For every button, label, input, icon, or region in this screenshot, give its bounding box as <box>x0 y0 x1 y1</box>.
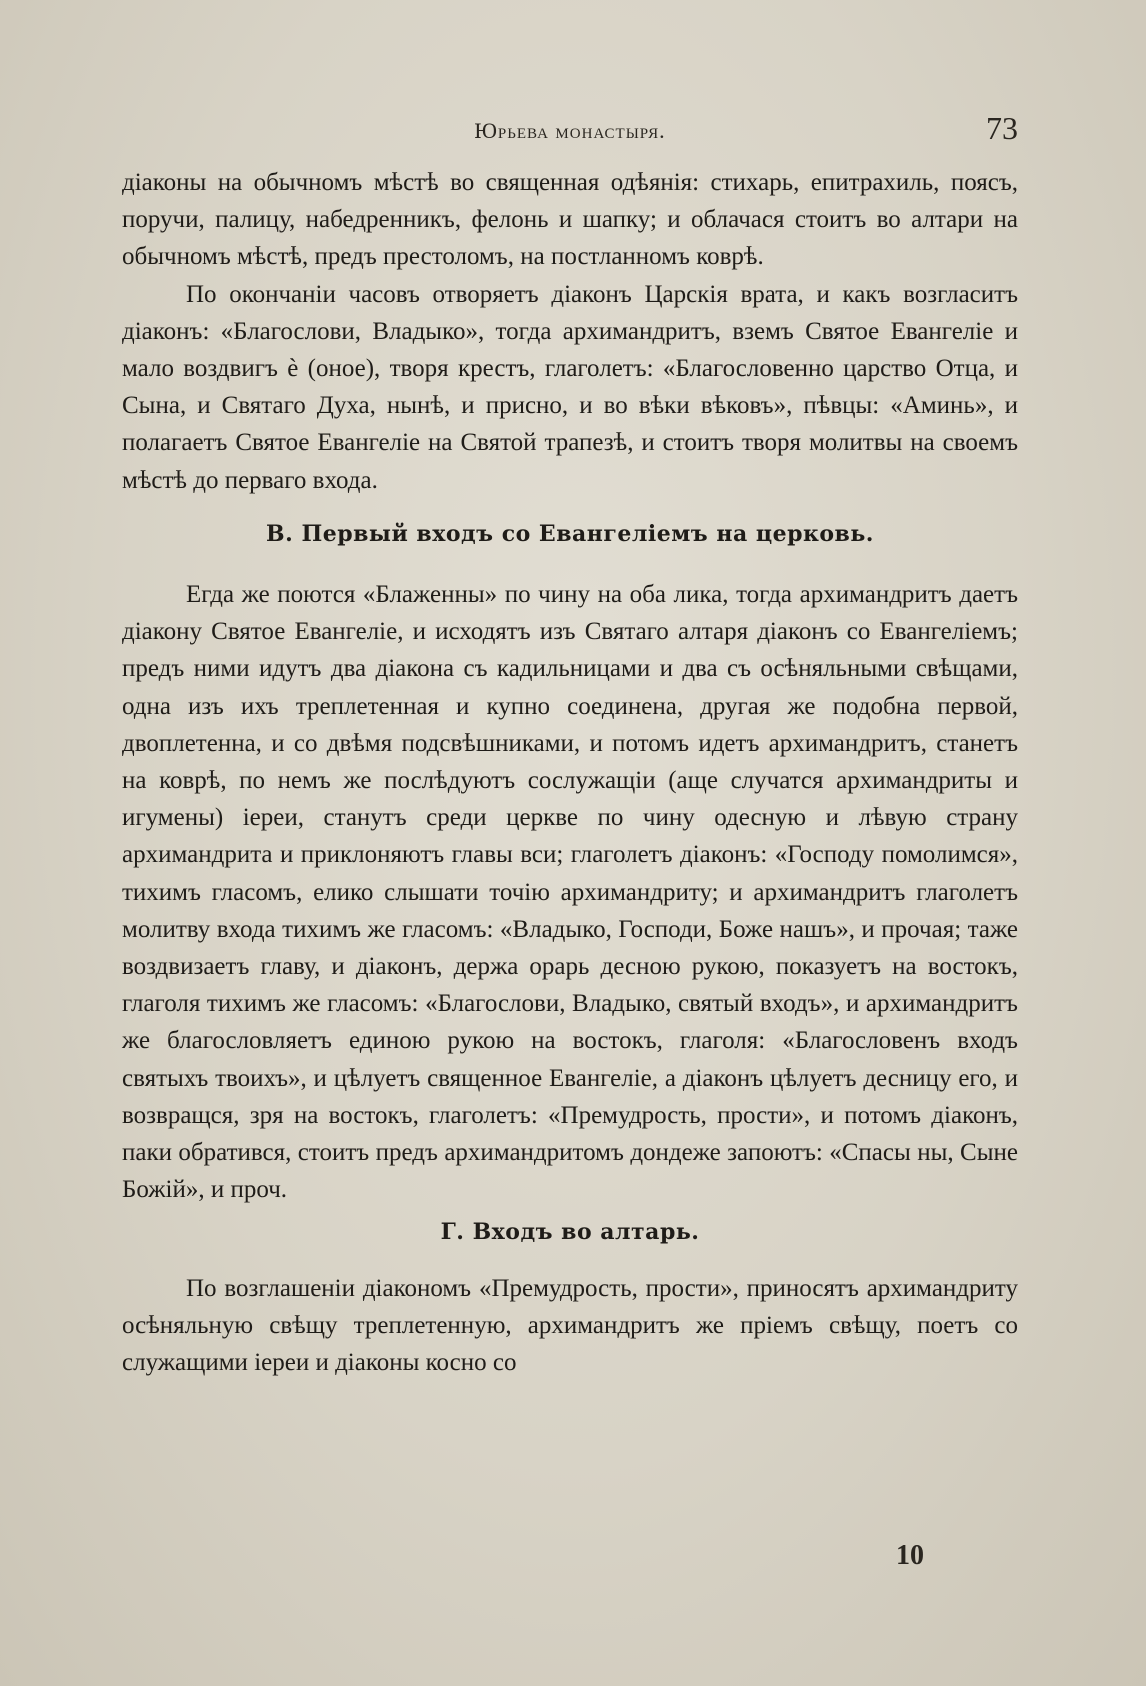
paragraph-vespers-end: По окончаніи часовъ отворяетъ діаконъ Царскія врата, и какъ возгласитъ діаконъ: «Благослови, Владыко», тогда архимандритъ, вземъ Святое Евангеліе и мало воздвигъ ѐ (оное), творя крестъ, глаголетъ: «Благословенно царство Отца, и Сына, и Святаго Духа, нынѣ, и присно, и во вѣки вѣковъ», пѣвцы: «Аминь», и полагаетъ Святое Евангеліе на Святой трапезѣ, и стоитъ творя молитвы на своемъ мѣстѣ до перваго входа. <box>122 280 1018 494</box>
page-header <box>122 110 1018 160</box>
paragraph-altar-entrance: По возглашеніи діакономъ «Премудрость, прости», приносятъ архимандриту осѣняльную свѣщу треплетенную, архимандритъ же пріемъ свѣщу, поетъ со служащими іереи и діаконы косно со <box>122 1274 1018 1377</box>
page-number: 73 <box>986 110 1018 146</box>
paragraph-continuation: діаконы на обычномъ мѣстѣ во священная одѣянія: стихарь, епитрахиль, поясъ, поручи, палицу, набедренникъ, фелонь и шапку; и облачася стоитъ во алтари на обычномъ мѣстѣ, предъ престоломъ, на постланномъ коврѣ. <box>122 169 1018 271</box>
body-text <box>122 164 1018 1381</box>
section-heading-altar-entrance: Г. Входъ во алтарь. <box>440 1219 700 1246</box>
signature-mark: 10 <box>896 1540 924 1571</box>
running-title: Юрьева монастыря. <box>474 118 666 143</box>
paragraph-first-entrance: Егда же поются «Блаженны» по чину на оба лика, тогда архимандритъ даетъ діакону Святое Евангеліе, и исходятъ изъ Святаго алтаря діаконъ со Евангеліемъ; предъ ними идутъ два діакона съ кадильницами и два съ осѣняльными свѣщами, одна изъ ихъ треплетенная и купно соединена, другая же подобна первой, двоплетенна, и со двѣмя подсвѣшниками, и потомъ идетъ архимандритъ, станетъ на коврѣ, по немъ же послѣдуютъ сослужащіи (аще случатся архимандриты и игумены) іереи, станутъ среди церкве по чину одесную и лѣвую страну архимандрита и приклоняютъ главы вси; глаголетъ діаконъ: «Господу помолимся», тихимъ гласомъ, елико слышати точію архимандриту; и архимандритъ глаголетъ молитву входа тихимъ же гласомъ: «Владыко, Господи, Боже нашъ», и прочая; таже воздвизаетъ главу, и діаконъ, держа орарь десною рукою, показуетъ на востокъ, глаголя тихимъ же гласомъ: «Благослови, Владыко, святый входъ», и архимандритъ же благословляетъ единою рукою на востокъ, глаголя: «Благословенъ входъ святыхъ твоихъ», и цѣлуетъ священное Евангеліе, а діаконъ цѣлуетъ десницу его, и возвращся, зря на востокъ, глаголетъ: «Премудрость, прости», и потомъ діаконъ, паки обратився, стоитъ предъ архимандритомъ дондеже запоютъ: «Спасы ны, Сыне Божій», и проч. <box>122 581 1018 1204</box>
section-heading-first-entrance: В. Первый входъ со Евангеліемъ на церковь. <box>266 520 874 547</box>
